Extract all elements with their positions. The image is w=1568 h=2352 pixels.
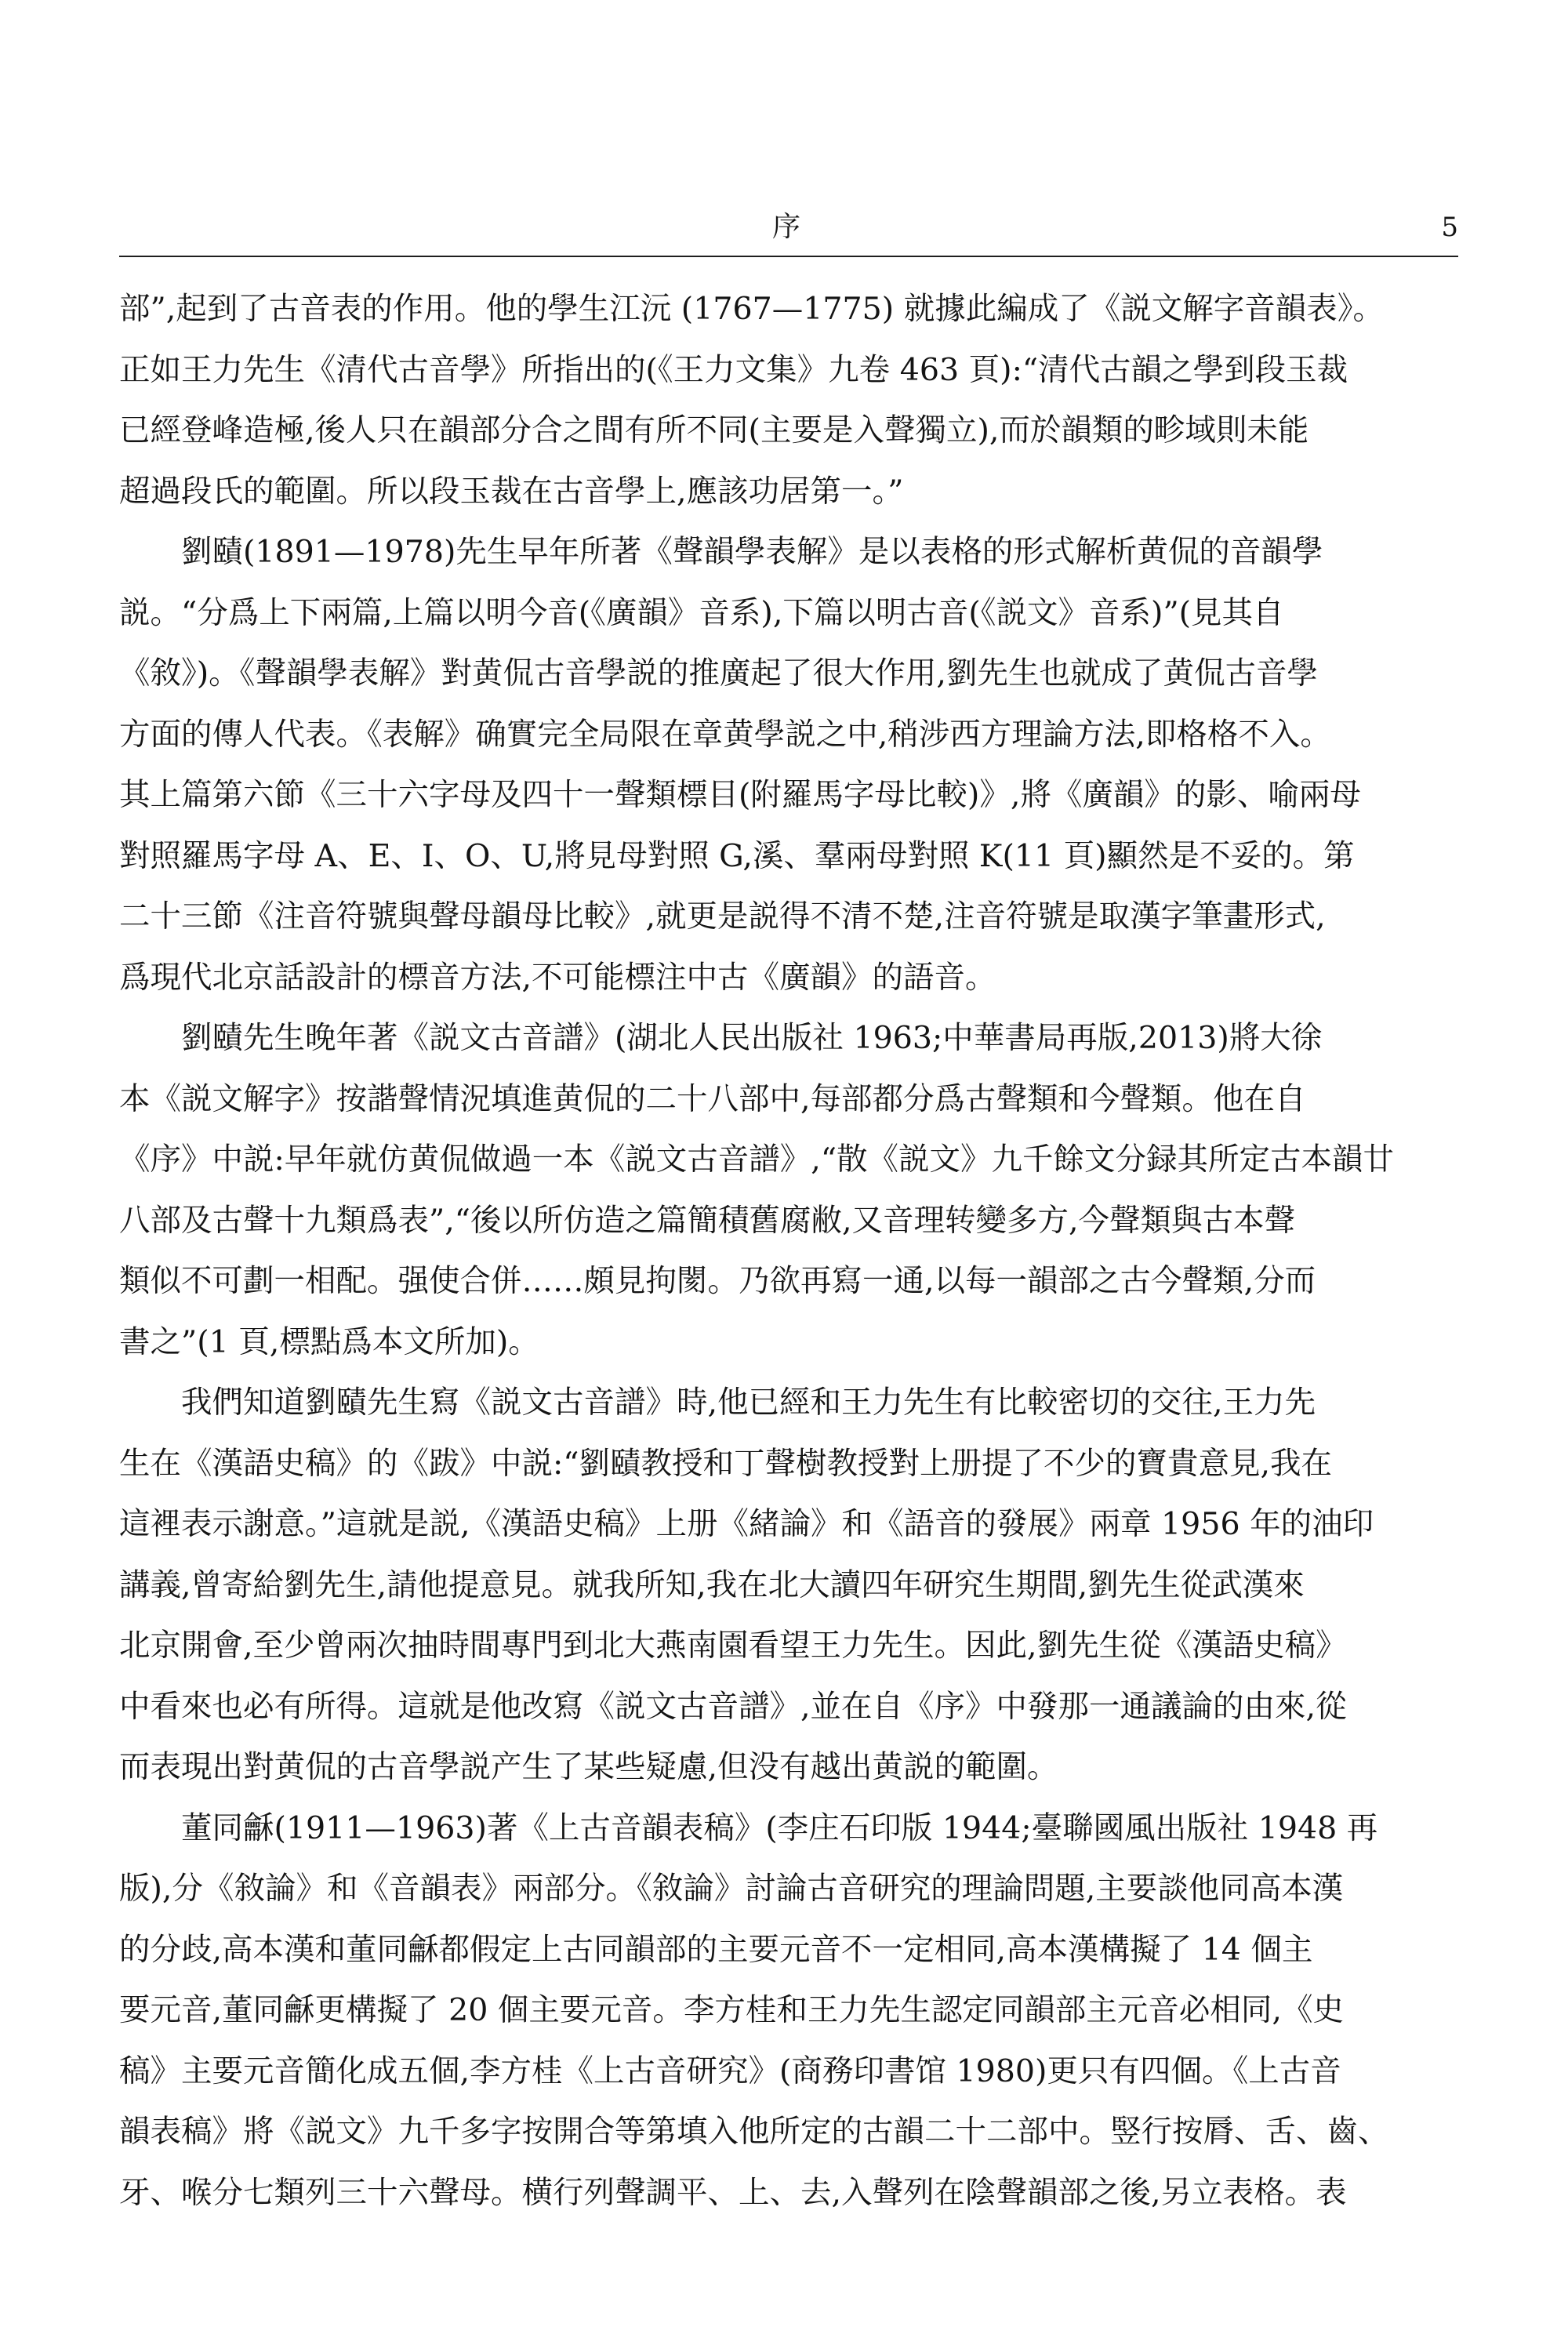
- text-line: 其上篇第六節《三十六字母及四十一聲類標目(附羅馬字母比較)》,將《廣韻》的影、喻兩母: [119, 777, 1361, 813]
- text-line: 方面的傳人代表。《表解》确實完全局限在章黄學説之中,稍涉西方理論方法,即格格不入。: [119, 716, 1331, 753]
- text-line: 類似不可劃一相配。强使合併……頗見拘閡。乃欲再寫一通,以每一韻部之古今聲類,分而: [119, 1263, 1316, 1299]
- text-line: 講義,曾寄給劉先生,請他提意見。就我所知,我在北大讀四年研究生期間,劉先生從武漢來: [119, 1566, 1305, 1603]
- text-line: 二十三節《注音符號與聲母韻母比較》,就更是説得不清不楚,注音符號是取漢字筆畫形式,: [119, 898, 1326, 935]
- text-line: 書之”(1 頁,標點爲本文所加)。: [119, 1323, 539, 1360]
- text-line: 北京開會,至少曾兩次抽時間專門到北大燕南園看望王力先生。因此,劉先生從《漢語史稿》: [119, 1628, 1347, 1664]
- text-line: 八部及古聲十九類爲表”,“後以所仿造之篇簡積舊腐敝,又音理转變多方,今聲類與古本聲: [119, 1202, 1296, 1239]
- text-line: 已經登峰造極,後人只在韻部分合之間有所不同(主要是入聲獨立),而於韻類的畛域則未能: [119, 412, 1309, 448]
- text-line: 董同龢(1911—1963)著《上古音韻表稿》(李庄石印版 1944;臺聯國風出版社 1948 再: [119, 1809, 1378, 1846]
- text-line: 劉賾(1891—1978)先生早年所著《聲韻學表解》是以表格的形式解析黄侃的音韻學: [119, 534, 1323, 570]
- page-number: 5: [1441, 212, 1458, 243]
- text-line: 版),分《敘論》和《音韻表》兩部分。《敘論》討論古音研究的理論問題,主要談他同高本漢: [119, 1871, 1344, 1907]
- header-rule: [119, 256, 1458, 257]
- chapter-title: 序: [771, 211, 805, 243]
- text-line: 超過段氏的範圍。所以段玉裁在古音學上,應該功居第一。”: [119, 473, 904, 510]
- text-line: 韻表稿》將《説文》九千多字按開合等第填入他所定的古韻二十二部中。竪行按脣、舌、齒、: [119, 2114, 1389, 2150]
- text-line: 劉賾先生晚年著《説文古音譜》(湖北人民出版社 1963;中華書局再版,2013)將大徐: [119, 1020, 1323, 1056]
- text-line: 正如王力先生《清代古音學》所指出的(《王力文集》九卷 463 頁):“清代古韻之學到段玉裁: [119, 351, 1348, 388]
- text-line: 而表現出對黄侃的古音學説产生了某些疑慮,但没有越出黄説的範圍。: [119, 1749, 1058, 1785]
- text-line: 我們知道劉賾先生寫《説文古音譜》時,他已經和王力先生有比較密切的交往,王力先: [119, 1385, 1316, 1421]
- text-line: 稿》主要元音簡化成五個,李方桂《上古音研究》(商務印書馆 1980)更只有四個。《上古音: [119, 2053, 1341, 2089]
- running-head: [119, 202, 1458, 252]
- text-line: 《敘》)。《聲韻學表解》對黄侃古音學説的推廣起了很大作用,劉先生也就成了黄侃古音學: [119, 655, 1318, 691]
- text-line: 要元音,董同龢更構擬了 20 個主要元音。李方桂和王力先生認定同韻部主元音必相同,《史: [119, 1992, 1344, 2028]
- text-line: 生在《漢語史稿》的《跋》中説:“劉賾教授和丁聲樹教授對上册提了不少的寶貴意見,我在: [119, 1445, 1333, 1482]
- text-line: 的分歧,高本漢和董同龢都假定上古同韻部的主要元音不一定相同,高本漢構擬了 14 個主: [119, 1931, 1313, 1968]
- body-text: [119, 279, 1458, 2270]
- text-line: 説。“分爲上下兩篇,上篇以明今音(《廣韻》音系),下篇以明古音(《説文》音系)”(見其自: [119, 594, 1284, 631]
- text-line: 牙、喉分七類列三十六聲母。横行列聲調平、上、去,入聲列在陰聲韻部之後,另立表格。表: [119, 2174, 1347, 2211]
- text-line: 中看來也必有所得。這就是他改寫《説文古音譜》,並在自《序》中發那一通議論的由來,從: [119, 1688, 1347, 1725]
- text-line: 本《説文解字》按諧聲情況填進黄侃的二十八部中,每部都分爲古聲類和今聲類。他在自: [119, 1080, 1306, 1117]
- text-line: 爲現代北京話設計的標音方法,不可能標注中古《廣韻》的語音。: [119, 959, 996, 996]
- text-line: 部”,起到了古音表的作用。他的學生江沅 (1767—1775) 就據此編成了《説文解字音韻表》。: [119, 291, 1384, 327]
- text-line: 《序》中説:早年就仿黄侃做過一本《説文古音譜》,“散《説文》九千餘文分録其所定古本韻廿: [119, 1142, 1395, 1178]
- text-line: 這裡表示謝意。”這就是説,《漢語史稿》上册《緒論》和《語音的發展》兩章 1956 年的油印: [119, 1506, 1374, 1542]
- text-line: 對照羅馬字母 A、E、I、O、U,將見母對照 G,溪、羣兩母對照 K(11 頁)顯然是不妥的。第: [119, 837, 1355, 874]
